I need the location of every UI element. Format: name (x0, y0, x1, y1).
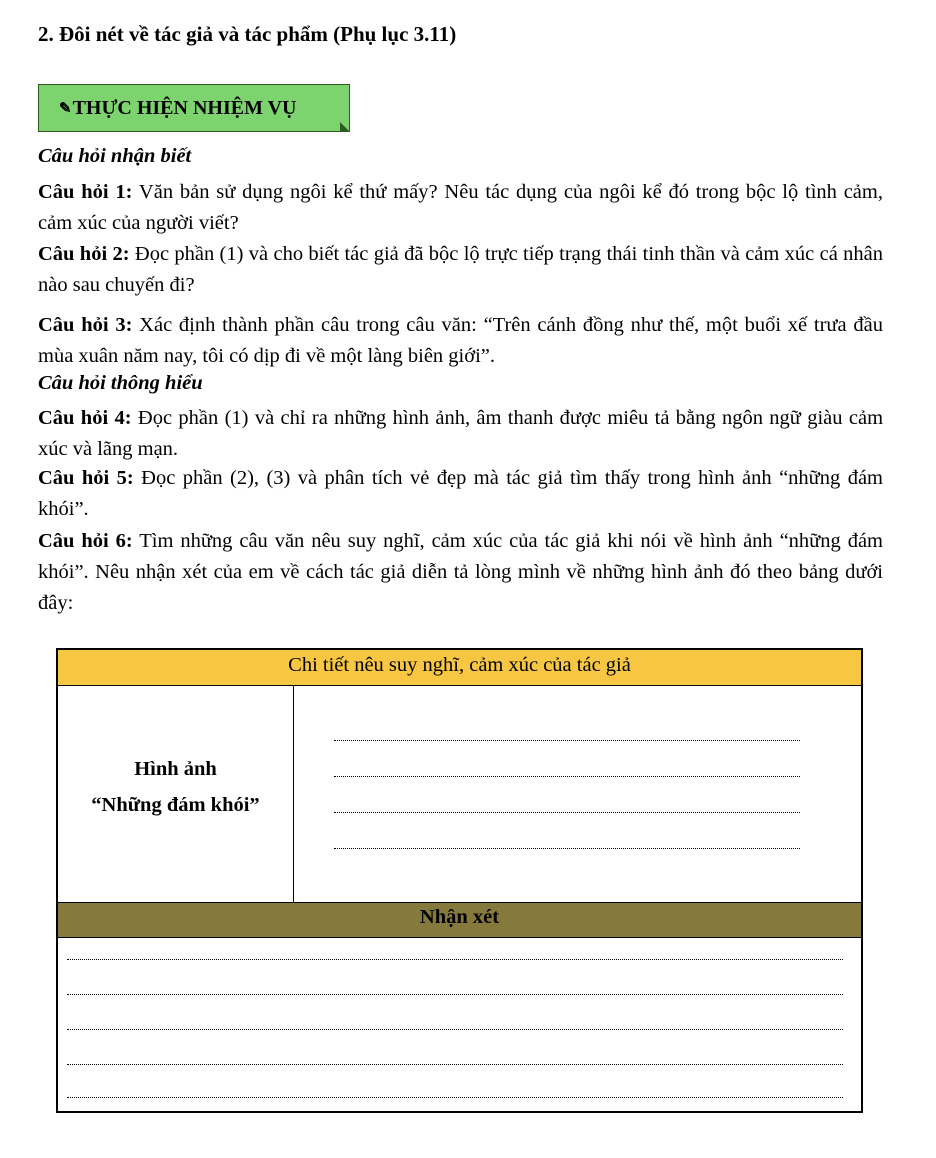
table-answer-cell[interactable] (294, 686, 861, 902)
question-label: Câu hỏi 4: (38, 407, 132, 429)
question-6 (38, 526, 883, 619)
comment-line[interactable] (67, 1029, 843, 1030)
question-label: Câu hỏi 3: (38, 314, 133, 336)
comment-line[interactable] (67, 994, 843, 995)
task-banner-label: THỰC HIỆN NHIỆM VỤ (72, 96, 297, 119)
question-text: Đọc phần (1) và chỉ ra những hình ảnh, âm thanh được miêu tả bằng ngôn ngữ giàu cảm xúc và lãng mạn. (38, 407, 884, 460)
question-label: Câu hỏi 5: (38, 467, 134, 489)
group-title-recognition: Câu hỏi nhận biết (38, 145, 192, 167)
image-label-line1: Hình ảnh (134, 758, 217, 780)
section-heading: 2. Đôi nét về tác giả và tác phẩm (Phụ lục 3.11) (38, 22, 457, 46)
question-text: Xác định thành phần câu trong câu văn: “Trên cánh đồng như thế, một buổi xế trưa đầu mùa xuân năm nay, tôi có dịp đi về một làng biên giới”. (38, 314, 883, 367)
question-text: Văn bản sử dụng ngôi kể thứ mấy? Nêu tác dụng của ngôi kể đó trong bộc lộ tình cảm, cảm xúc của người viết? (38, 181, 883, 234)
question-3 (38, 310, 883, 372)
question-label: Câu hỏi 1: (38, 181, 133, 203)
question-label: Câu hỏi 6: (38, 530, 133, 552)
question-text: Tìm những câu văn nêu suy nghĩ, cảm xúc của tác giả khi nói về hình ảnh “những đám khói”. Nêu nhận xét của em về cách tác giả diễn tả lòng mình về những hình ảnh đó theo bảng dưới đây: (38, 530, 883, 614)
reflection-table (56, 648, 863, 1113)
question-label: Câu hỏi 2: (38, 243, 130, 265)
group-title-comprehension: Câu hỏi thông hiểu (38, 372, 203, 394)
question-text: Đọc phần (1) và cho biết tác giả đã bộc lộ trực tiếp trạng thái tinh thần và cảm xúc cá nhân nào sau chuyến đi? (38, 243, 883, 296)
question-text: Đọc phần (2), (3) và phân tích vẻ đẹp mà tác giả tìm thấy trong hình ảnh “những đám khói”. (38, 467, 883, 520)
table-header-comments: Nhận xét (58, 902, 861, 938)
question-4 (38, 403, 883, 465)
comment-line[interactable] (67, 1097, 843, 1098)
pencil-icon: ✎ (59, 100, 72, 117)
comment-line[interactable] (67, 1064, 843, 1065)
folded-corner (340, 122, 350, 132)
answer-line[interactable] (334, 812, 800, 813)
table-image-cell (58, 686, 294, 902)
answer-line[interactable] (334, 740, 800, 741)
question-1 (38, 177, 883, 239)
question-5 (38, 463, 883, 525)
image-label-line2: “Những đám khói” (91, 794, 260, 816)
table-header-details: Chi tiết nêu suy nghĩ, cảm xúc của tác giả (58, 650, 861, 686)
task-banner (38, 84, 350, 132)
answer-line[interactable] (334, 776, 800, 777)
question-2 (38, 239, 883, 301)
comment-line[interactable] (67, 959, 843, 960)
answer-line[interactable] (334, 848, 800, 849)
